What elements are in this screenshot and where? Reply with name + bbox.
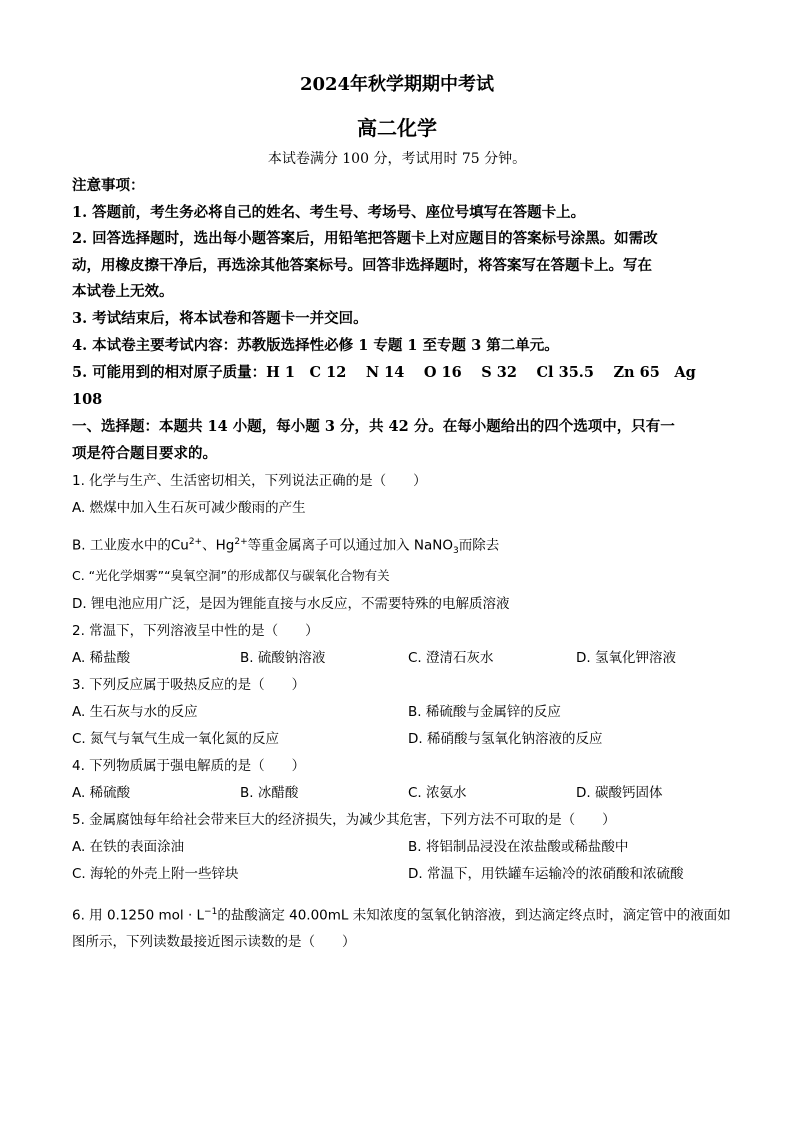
q3-option-c: C. 氮气与氧气生成一氧化氮的反应 [72,731,280,747]
q1-stem: 1. 化学与生产、生活密切相关，下列说法正确的是（ ） [72,473,427,489]
q5-option-b: B. 将铝制品浸没在浓盐酸或稀盐酸中 [408,839,629,855]
q5-option-d: D. 常温下，用铁罐车运输冷的浓硝酸和浓硫酸 [408,866,684,882]
q1-option-c: C. “光化学烟雾”“臭氧空洞”的形成都仅与碳氧化合物有关 [72,568,390,583]
notes-heading: 注意事项： [72,177,145,194]
note-1: 1. 答题前，考生务必将自己的姓名、考生号、考场号、座位号填写在答题卡上。 [72,204,586,221]
q3-option-a: A. 生石灰与水的反应 [72,704,198,720]
q2-option-a: A. 稀盐酸 [72,650,131,666]
note-2-line-2: 动，用橡皮擦干净后，再选涂其他答案标号。回答非选择题时，将答案写在答题卡上。写在 [72,257,652,274]
note-2-line-1: 2. 回答选择题时，选出每小题答案后，用铅笔把答题卡上对应题目的答案标号涂黑。如需改 [72,230,658,247]
q4-option-b: B. 冰醋酸 [240,785,299,801]
q4-option-c: C. 浓氨水 [408,785,467,801]
note-5-line-2: 108 [72,391,103,408]
q3-stem: 3. 下列反应属于吸热反应的是（ ） [72,677,306,693]
q3-option-d: D. 稀硝酸与氢氧化钠溶液的反应 [408,731,603,747]
q4-option-a: A. 稀硫酸 [72,785,131,801]
q5-option-c: C. 海轮的外壳上附一些锌块 [72,866,239,882]
q4-option-d: D. 碳酸钙固体 [576,785,663,801]
q2-option-d: D. 氢氧化钾溶液 [576,650,676,666]
note-4: 4. 本试卷主要考试内容：苏教版选择性必修 1 专题 1 至专题 3 第二单元。 [72,337,559,354]
subject-title: 高二化学 [357,116,437,140]
q2-option-c: C. 澄清石灰水 [408,650,494,666]
section-heading-line-2: 项是符合题目要求的。 [72,445,217,462]
q4-stem: 4. 下列物质属于强电解质的是（ ） [72,758,306,774]
q5-stem: 5. 金属腐蚀每年给社会带来巨大的经济损失，为减少其危害，下列方法不可取的是（ ） [72,812,616,828]
exam-title: 2024年秋学期期中考试 [299,74,495,95]
q3-option-b: B. 稀硫酸与金属锌的反应 [408,704,561,720]
q2-option-b: B. 硫酸钠溶液 [240,650,326,666]
note-2-line-3: 本试卷上无效。 [72,283,174,300]
q5-option-a: A. 在铁的表面涂油 [72,839,185,855]
q1-option-d: D. 锂电池应用广泛，是因为锂能直接与水反应，不需要特殊的电解质溶液 [72,596,510,612]
q1-option-b: B. 工业废水中的$Cu^{2+}$、$Hg^{2+}$等重金属离子可以通过加入 NaNO$_3$而除去 [72,537,500,557]
exam-info: 本试卷满分 100 分，考试用时 75 分钟。 [267,151,527,167]
q2-stem: 2. 常温下，下列溶液呈中性的是（ ） [72,623,319,639]
note-3: 3. 考试结束后，将本试卷和答题卡一并交回。 [72,310,368,327]
note-5-line-1: 5. 可能用到的相对原子质量：H 1 C 12 N 14 O 16 S 32 Cl 35.5 Zn 65 Ag [72,364,696,381]
q6-stem-line-1: 6. 用 0.1250 mol · $L^{-1}$的盐酸滴定 40.00mL 未知浓度的氢氧化钠溶液，到达滴定终点时，滴定管中的液面如 [72,907,731,924]
q6-stem-line-2: 图所示，下列读数最接近图示读数的是（ ） [72,934,356,950]
section-heading-line-1: 一、选择题：本题共 14 小题，每小题 3 分，共 42 分。在每小题给出的四个选项中，只有一 [72,418,675,435]
q1-option-a: A. 燃煤中加入生石灰可减少酸雨的产生 [72,500,306,516]
